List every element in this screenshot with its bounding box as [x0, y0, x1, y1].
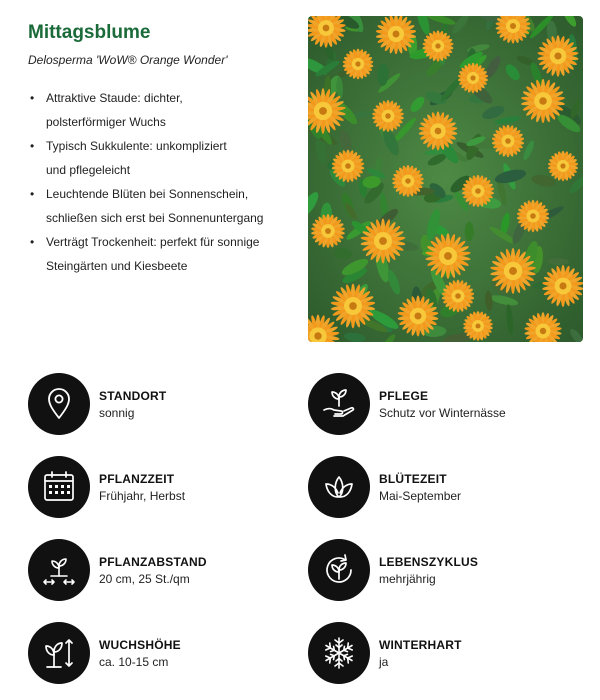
bullet-item	[28, 134, 298, 182]
feature-label: PFLANZABSTAND	[99, 555, 207, 569]
product-title: Mittagsblume	[28, 22, 151, 43]
bullet-line: schließen sich erst bei Sonnenuntergang	[46, 211, 264, 225]
feature-label: PFLEGE	[379, 389, 429, 403]
calendar-icon	[28, 456, 90, 518]
plant-spacing-icon	[28, 539, 90, 601]
bullet-dot: •	[30, 187, 35, 201]
bullet-line: Typisch Sukkulente: unkompliziert	[46, 139, 227, 153]
feature-label: WINTERHART	[379, 638, 462, 652]
snowflake-icon	[308, 622, 370, 684]
location-pin-icon	[28, 373, 90, 435]
feature-bullet-list	[28, 86, 298, 278]
lotus-flower-icon	[308, 456, 370, 518]
feature-label: BLÜTEZEIT	[379, 472, 447, 486]
flower-photo-illustration	[308, 16, 583, 342]
feature-winterhart	[308, 622, 568, 684]
bullet-item	[28, 230, 298, 278]
leaf	[465, 222, 474, 241]
product-photo	[308, 16, 583, 342]
feature-label: WUCHSHÖHE	[99, 638, 181, 652]
bullet-line: polsterförmiger Wuchs	[46, 115, 166, 129]
bullet-line: Verträgt Trockenheit: perfekt für sonnige	[46, 235, 260, 249]
feature-value: sonnig	[99, 406, 135, 420]
feature-value: 20 cm, 25 St./qm	[99, 572, 190, 586]
bullet-line: und pflegeleicht	[46, 163, 131, 177]
feature-pflege	[308, 373, 568, 435]
feature-lebenszyklus	[308, 539, 568, 601]
sprout-cycle-icon	[308, 539, 370, 601]
bullet-line: Leuchtende Blüten bei Sonnenschein,	[46, 187, 249, 201]
product-variety: Delosperma 'WoW® Orange Wonder'	[28, 53, 228, 67]
bullet-line: Attraktive Staude: dichter,	[46, 91, 183, 105]
feature-value: ca. 10-15 cm	[99, 655, 169, 669]
feature-label: LEBENSZYKLUS	[379, 555, 479, 569]
bullet-line: Steingärten und Kiesbeete	[46, 259, 188, 273]
plant-in-hand-icon	[308, 373, 370, 435]
feature-pflanzabstand	[28, 539, 288, 601]
feature-pflanzzeit	[28, 456, 288, 518]
feature-label: STANDORT	[99, 389, 167, 403]
feature-standort	[28, 373, 288, 435]
bullet-item	[28, 86, 298, 134]
feature-wuchshoehe	[28, 622, 288, 684]
bullet-item	[28, 182, 298, 230]
feature-value: mehrjährig	[379, 572, 436, 586]
bullet-dot: •	[30, 139, 35, 153]
bullet-dot: •	[30, 235, 35, 249]
feature-value: Frühjahr, Herbst	[99, 489, 186, 503]
plant-height-icon	[28, 622, 90, 684]
feature-value: Mai-September	[379, 489, 462, 503]
feature-bluetezeit	[308, 456, 568, 518]
feature-value: ja	[379, 655, 389, 669]
feature-label: PFLANZZEIT	[99, 472, 175, 486]
bullet-dot: •	[30, 91, 35, 105]
feature-value: Schutz vor Winternässe	[379, 406, 506, 420]
